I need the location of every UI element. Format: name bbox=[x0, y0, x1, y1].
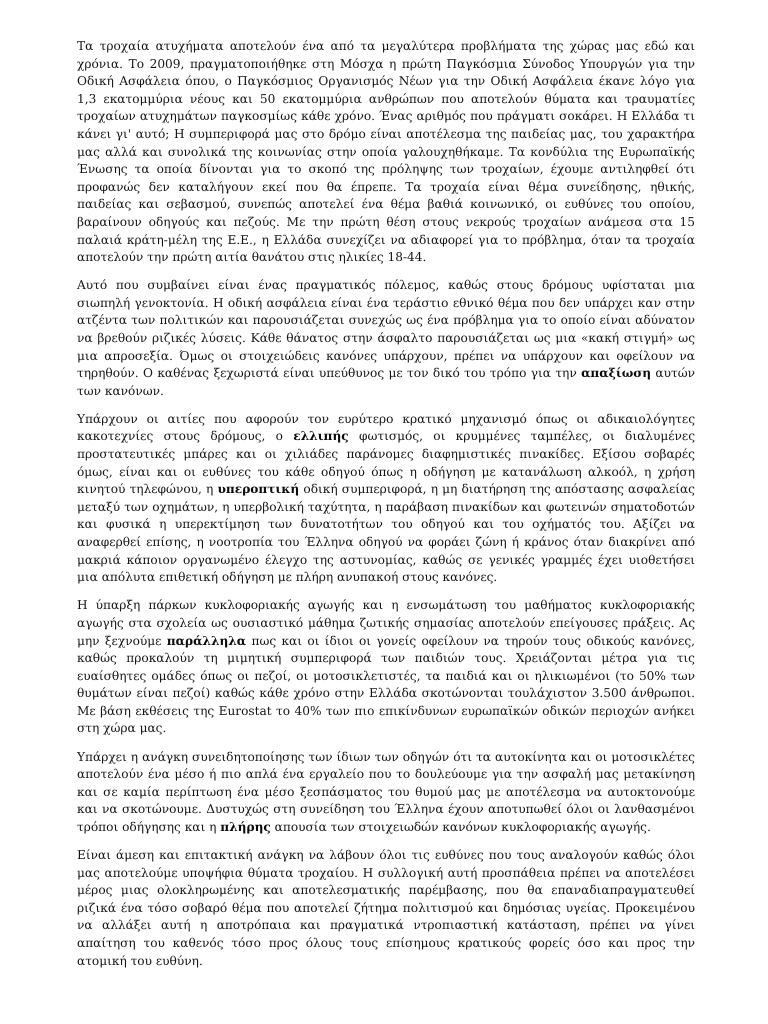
paragraph bbox=[77, 597, 695, 738]
paragraph bbox=[77, 749, 695, 837]
paragraph bbox=[77, 411, 695, 587]
emphasized-word: πλήρης bbox=[220, 819, 271, 834]
text-run: οδική συμπεριφορά, η μη διατήρηση της απόστασης ασφαλείας μεταξύ των οχημάτων, η υπερβολική ταχύτητα, η παράβαση πινακίδων και φωτεινών σηματοδοτών και φυσικά η υπερεκτίμηση των δυνατοτήτων του οδηγού και του οχήματός του. Αξίζει να αναφερθεί επίσης, η νοοτροπία του Έλληνα οδηγού να φοράει ζώνη ή κράνος όταν διακρίνει από μακριά κάποιον οργανωμένο έλεγχο της αστυνομίας, καθώς σε γενικές γραμμές έχει υιοθετήσει μια απόλυτα επιθετική οδήγηση με πλήρη ανυπακοή στους κανόνες. bbox=[77, 482, 695, 585]
paragraph bbox=[77, 847, 695, 970]
paragraph bbox=[77, 277, 695, 400]
text-run: απουσία των στοιχειωδών κανόνων κυκλοφοριακής αγωγής. bbox=[270, 819, 651, 834]
text-run: φωτισμός, οι κρυμμένες ταμπέλες, οι διαλυμένες προστατευτικές μπάρες και οι χιλιάδες παράνομες διαφημιστικές πινακίδες. Εξίσου σοβαρές όμως, είναι και οι ευθύνες του κάθε οδηγού όπως η οδήγηση με κατανάλωση αλκοόλ, η χρήση κινητού τηλεφώνου, η bbox=[77, 429, 695, 497]
document-page bbox=[77, 38, 695, 981]
paragraph bbox=[77, 38, 695, 267]
emphasized-word: απαξίωση bbox=[581, 366, 652, 381]
text-run: Υπάρχει η ανάγκη συνειδητοποίησης των ίδιων των οδηγών ότι τα αυτοκίνητα και οι μοτοσικλέτες αποτελούν ένα μέσο ή πιο απλά ένα εργαλείο που το δουλεύουμε για την ασφαλή μας μετακίνηση και σε καμία περίπτωση ένα μέσο ξεσπάσματος του θυμού μας με αποτέλεσμα να αυτοκτονούμε και να σκοτώνουμε. Δυστυχώς στη συνείδηση του Έλληνα έχουν αποτυπωθεί όλοι οι λανθασμένοι τρόποι οδήγησης και η bbox=[77, 749, 695, 834]
text-run: Υπάρχουν οι αιτίες που αφορούν τον ευρύτερο κρατικό μηχανισμό όπως οι αδικαιολόγητες κακοτεχνίες στους δρόμους, ο bbox=[77, 411, 695, 444]
text-run: αυτών των κανόνων. bbox=[77, 366, 696, 398]
emphasized-word: ελλιπής bbox=[293, 429, 349, 444]
text-run: πως και οι ίδιοι οι γονείς οφείλουν να τηρούν τους οδικούς κανόνες, καθώς προκαλούν τη μιμητική συμπεριφορά των παιδιών τους. Χρειάζονται μέτρα για τις ευαίσθητες ομάδες όπως οι πεζοί, οι μοτοσικλετιστές, τα παιδιά και οι ηλικιωμένοι (το 50% των θυμάτων είναι πεζοί) καθώς κάθε χρόνο στην Ελλάδα σκοτώνονται τουλάχιστον 3.500 άνθρωποι. Με βάση εκθέσεις της Eurostat το 40% των πιο επικίνδυνων ευρωπαϊκών οδικών περιοχών ανήκει στη χώρα μας. bbox=[77, 633, 695, 736]
text-run: Η ύπαρξη πάρκων κυκλοφοριακής αγωγής και η ενσωμάτωση του μαθήματος κυκλοφοριακής αγωγής στα σχολεία ως ουσιαστικό μάθημα ζωτικής σημασίας αποτελούν επείγουσες πράξεις. Ας μην ξεχνούμε bbox=[77, 598, 695, 648]
text-run: Αυτό που συμβαίνει είναι ένας πραγματικός πόλεμος, καθώς στους δρόμους υφίσταται μια σιωπηλή γενοκτονία. Η οδική ασφάλεια είναι ένα τεράστιο εθνικό θέμα που δεν υπάρχει καν στην ατζέντα των πολιτικών και παρουσιάζεται συνεχώς ως ένα πρόβλημα για το οποίο είναι αδύνατον να βρεθούν ριζικές λύσεις. Κάθε θάνατος στην άσφαλτο παρουσιάζεται ως μια «κακή στιγμή» ως μια απροσεξία. Όμως οι στοιχειώδεις κανόνες υπάρχουν, πρέπει να υπάρχουν και οφείλουν να τηρηθούν. Ο καθένας ξεχωριστά είναι υπεύθυνος με τον δικό του τρόπο για την bbox=[77, 278, 695, 381]
emphasized-word: παράλληλα bbox=[166, 633, 247, 648]
text-run: Είναι άμεση και επιτακτική ανάγκη να λάβουν όλοι τις ευθύνες που τους αναλογούν καθώς όλοι μας αποτελούμε υποψήφια θύματα τροχαίου. Η συλλογική αυτή προσπάθεια πρέπει να αποτελέσει μέρος μιας ολοκληρωμένης και αποτελεσματικής παρέμβασης, που θα επαναδιαπραγματευθεί ριζικά ένα τόσο σοβαρό θέμα που αποτελεί ζήτημα πολιτισμού και δημόσιας υγείας. Προκειμένου να αλλάξει αυτή η αποτρόπαια και πραγματικά ντροπιαστική κατάσταση, πρέπει να γίνει απαίτηση του καθενός τόσο προς όλους τους επίσημους κρατικούς φορείς όσο και προς την ατομική του ευθύνη. bbox=[77, 848, 695, 968]
text-run: Τα τροχαία ατυχήματα αποτελούν ένα από τα μεγαλύτερα προβλήματα της χώρας μας εδώ και χρόνια. Το 2009, πραγματοποιήθηκε στη Μόσχα η πρώτη Παγκόσμια Σύνοδος Υπουργών για την Οδική Ασφάλεια όπου, ο Παγκόσμιος Οργανισμός Νέων για την Οδική Ασφάλεια έκανε λόγο για 1,3 εκατομμύρια νέους και 50 εκατομμύρια ανθρώπων που αποτελούν θύματα και τραυματίες τροχαίων ατυχημάτων παγκοσμίως κάθε χρόνο. Ένας αριθμός που πράγματι σοκάρει. Η Ελλάδα τι κάνει γι' αυτό; Η συμπεριφορά μας στο δρόμο είναι αποτέλεσμα της παιδείας μας, του χαρακτήρα μας αλλά και συνολικά της κοινωνίας στην οποία γαλουχηθήκαμε. Τα κονδύλια της Ευρωπαϊκής Ένωσης τα οποία δίνονται για το σκοπό της πρόληψης των τροχαίων, έχουμε αντιληφθεί ότι προφανώς δεν καταλήγουν εκεί που θα έπρεπε. Τα τροχαία είναι θέμα συνείδησης, ηθικής, παιδείας και σεβασμού, συνεπώς αποτελεί ένα θέμα βαθιά κοινωνικό, οι ευθύνες του οποίου, βαραίνουν οδηγούς και πεζούς. Με την πρώτη θέση στους νεκρούς τροχαίων ανάμεσα στα 15 παλαιά κράτη-μέλη της Ε.Ε., η Ελλάδα συνεχίζει να αδιαφορεί για το πρόβλημα, όταν τα τροχαία αποτελούν την πρώτη αιτία θανάτου στις ηλικίες 18-44. bbox=[77, 39, 695, 265]
emphasized-word: υπεροπτική bbox=[217, 482, 300, 497]
